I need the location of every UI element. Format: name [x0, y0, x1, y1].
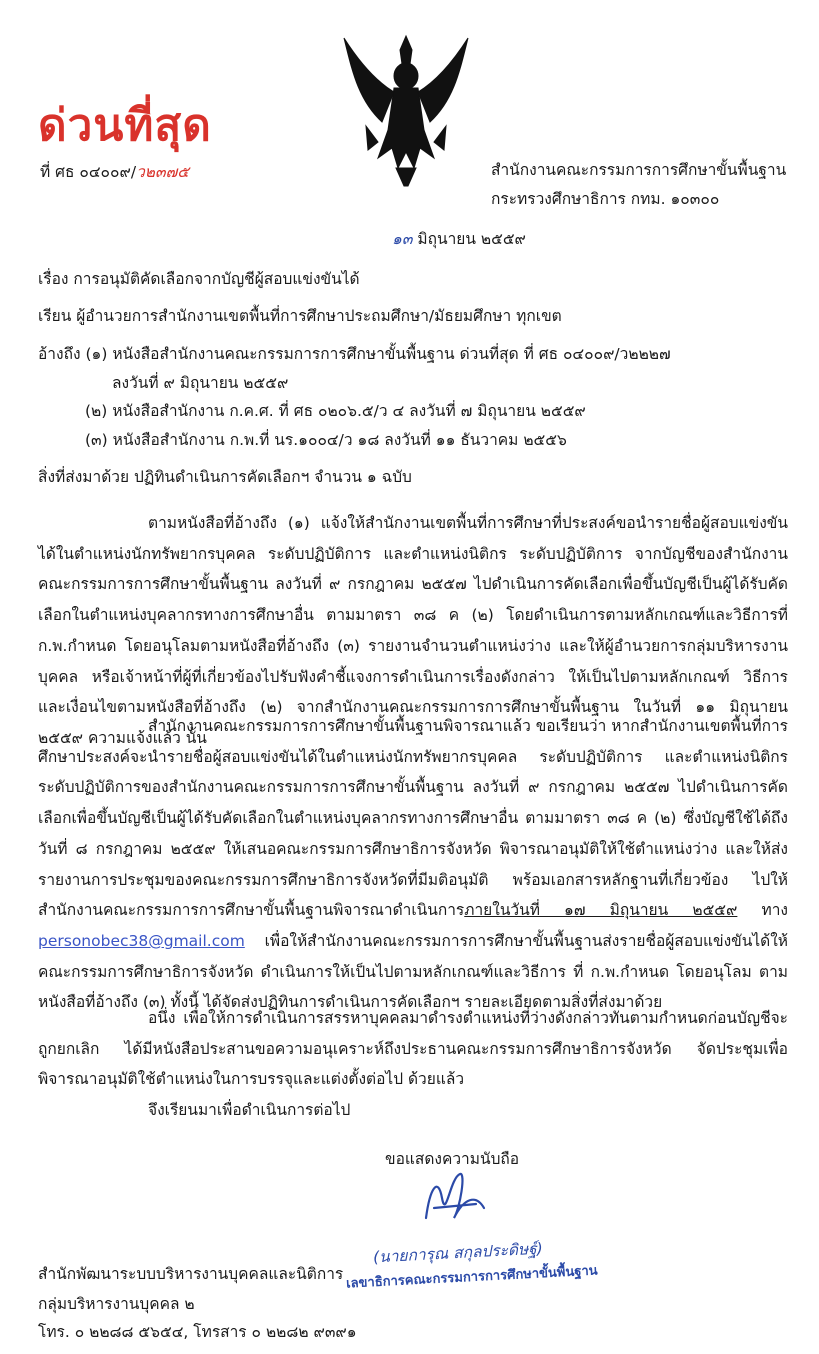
email-link[interactable]: personobec38@gmail.com: [38, 931, 245, 950]
reference-3: (๓) หนังสือสำนักงาน ก.พ.ที่ นร.๑๐๐๔/ว ๑๘ ลงวันที่ ๑๑ ธันวาคม ๒๕๕๖: [85, 431, 567, 449]
paragraph-2-via: ทาง: [737, 901, 788, 920]
deadline-text: ภายในวันที่ ๑๗ มิถุนายน ๒๕๕๙: [464, 901, 738, 920]
paragraph-3-text: อนึ่ง เพื่อให้การดำเนินการสรรหาบุคคลมาดำรงตำแหน่งที่ว่างดังกล่าวทันตามกำหนดก่อนบัญชีจะถูกยกเลิก ได้มีหนังสือประสานขอความอนุเคราะห์ถึงประธานคณะกรรมการศึกษาธิการจังหวัด จัดประชุมเพื่อพิจารณาอนุมัติใช้ตำแหน่งในการบรรจุและแต่งตั้งต่อไป ด้วยแล้ว: [38, 1009, 788, 1089]
recipient-line: เรียน ผู้อำนวยการสำนักงานเขตพื้นที่การศึกษาประถมศึกษา/มัธยมศึกษา ทุกเขต: [38, 307, 562, 325]
signatory-name: (นายการุณ สกุลประดิษฐ์): [372, 1239, 544, 1267]
body-paragraph-3: [38, 1003, 788, 1095]
date-month-year: มิถุนายน ๒๕๕๙: [417, 230, 526, 248]
footer-unit: สำนักพัฒนาระบบบริหารงานบุคคลและนิติการ: [38, 1265, 344, 1283]
date-day-handwritten: ๑๓: [392, 230, 413, 248]
body-paragraph-2: [38, 711, 788, 1018]
document-number: [40, 163, 189, 182]
paragraph-1-text: ตามหนังสือที่อ้างถึง (๑) แจ้งให้สำนักงานเขตพื้นที่การศึกษาที่ประสงค์ขอนำรายชื่อผู้สอบแข่งขันได้ในตำแหน่งนักทรัพยากรบุคคล ระดับปฏิบัติการ และตำแหน่งนิติกร ระดับปฏิบัติการ จากบัญชีของสำนักงานคณะกรรมการการศึกษาขั้นพื้นฐาน ลงวันที่ ๙ กรกฎาคม ๒๕๕๗ ไปดำเนินการคัดเลือกเพื่อขึ้นบัญชีเป็นผู้ได้รับคัดเลือกในตำแหน่งบุคลากรทางการศึกษาอื่น ตามมาตรา ๓๘ ค (๒) โดยดำเนินการตามหลักเกณฑ์และวิธีการที่ ก.พ.กำหนด โดยอนุโลมตามหนังสือที่อ้างถึง (๓) รายงานจำนวนตำแหน่งว่าง และให้ผู้อำนวยการกลุ่มบริหารงานบุคคล หรือเจ้าหน้าที่ผู้ที่เกี่ยวข้องไปรับฟังคำชี้แจงการดำเนินการเรื่องดังกล่าว ให้เป็นไปตามหลักเกณฑ์ วิธีการ และเงื่อนไขตามหนังสือที่อ้างถึง (๒) จากสำนักงานคณะกรรมการการศึกษาขั้นพื้นฐาน ในวันที่ ๑๑ มิถุนายน ๒๕๕๙ ความแจ้งแล้ว นั้น: [38, 514, 788, 747]
document-number-prefix: ที่ ศธ ๐๔๐๐๙/: [40, 163, 137, 181]
document-date: [392, 230, 526, 249]
document-number-handwritten: ว๒๓๗๕: [136, 163, 189, 181]
garuda-emblem: [338, 30, 474, 190]
signature-scribble: [420, 1168, 490, 1228]
paragraph-2-part-b: เพื่อให้สำนักงานคณะกรรมการการศึกษาขั้นพื้นฐานส่งรายชื่อผู้สอบแข่งขันได้ให้คณะกรรมการศึกษาธิการจังหวัด ดำเนินการให้เป็นไปตามหลักเกณฑ์และวิธีการ ที่ ก.พ.กำหนด โดยอนุโลม ตามหนังสือที่อ้างถึง (๓) ทั้งนี้ ได้จัดส่งปฏิทินการดำเนินการคัดเลือกฯ รายละเอียดตามสิ่งที่ส่งมาด้วย: [38, 931, 788, 1012]
signatory-position: เลขาธิการคณะกรรมการการศึกษาขั้นพื้นฐาน: [345, 1263, 598, 1292]
reference-2: (๒) หนังสือสำนักงาน ก.ค.ศ. ที่ ศธ ๐๒๐๖.๕/ว ๔ ลงวันที่ ๗ มิถุนายน ๒๕๕๙: [85, 402, 586, 420]
reference-1-date: ลงวันที่ ๙ มิถุนายน ๒๕๕๙: [112, 374, 289, 392]
urgent-stamp: ด่วนที่สุด: [38, 100, 212, 151]
subject-line: เรื่อง การอนุมัติคัดเลือกจากบัญชีผู้สอบแข่งขันได้: [38, 270, 360, 288]
reference-1: อ้างถึง (๑) หนังสือสำนักงานคณะกรรมการการศึกษาขั้นพื้นฐาน ด่วนที่สุด ที่ ศธ ๐๔๐๐๙/ว๒๒๒๗: [38, 345, 671, 363]
paragraph-2-part-a: สำนักงานคณะกรรมการการศึกษาขั้นพื้นฐานพิจารณาแล้ว ขอเรียนว่า หากสำนักงานเขตพื้นที่การศึกษาประสงค์จะนำรายชื่อผู้สอบแข่งขันได้ในตำแหน่งนักทรัพยากรบุคคล ระดับปฏิบัติการ และตำแหน่งนิติกร ระดับปฏิบัติการของสำนักงานคณะกรรมการการศึกษาขั้นพื้นฐาน ลงวันที่ ๙ กรกฎาคม ๒๕๕๗ ไปดำเนินการคัดเลือกเพื่อขึ้นบัญชีเป็นผู้ได้รับคัดเลือกในตำแหน่งบุคลากรทางการศึกษาอื่น ตามมาตรา ๓๘ ค (๒) ซึ่งบัญชีใช้ได้ถึงวันที่ ๘ กรกฎาคม ๒๕๕๙ ให้เสนอคณะกรรมการศึกษาธิการจังหวัด พิจารณาอนุมัติให้ใช้ตำแหน่งว่าง และให้ส่งรายงานการประชุมของคณะกรรมการศึกษาธิการจังหวัดที่มีมติอนุมัติ พร้อมเอกสารหลักฐานที่เกี่ยวข้อง ไปให้สำนักงานคณะกรรมการการศึกษาขั้นพื้นฐานพิจารณาดำเนินการ: [38, 717, 789, 920]
office-name: สำนักงานคณะกรรมการการศึกษาขั้นพื้นฐาน: [491, 161, 787, 179]
paragraph-2-text: [38, 711, 788, 1018]
closing-line: จึงเรียนมาเพื่อดำเนินการต่อไป: [148, 1101, 351, 1119]
footer-phone: โทร. ๐ ๒๒๘๘ ๕๖๕๔, โทรสาร ๐ ๒๒๘๒ ๙๓๙๑: [38, 1323, 357, 1341]
enclosure-line: สิ่งที่ส่งมาด้วย ปฏิทินดำเนินการคัดเลือกฯ จำนวน ๑ ฉบับ: [38, 468, 412, 486]
footer-group: กลุ่มบริหารงานบุคคล ๒: [38, 1295, 195, 1313]
regards-text: ขอแสดงความนับถือ: [385, 1150, 520, 1168]
office-address: กระทรวงศึกษาธิการ กทม. ๑๐๓๐๐: [491, 190, 720, 208]
